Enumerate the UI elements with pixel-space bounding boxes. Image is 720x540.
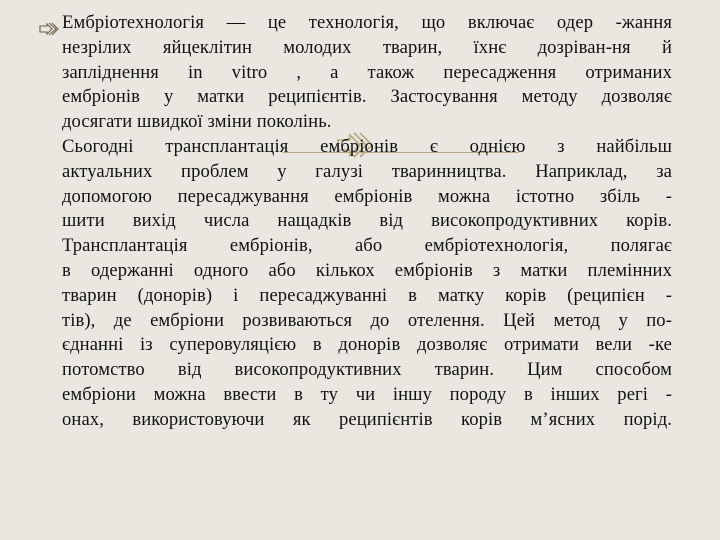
text-line: досягати швидкої зміни поколінь. [62,111,332,133]
body-text [62,11,672,433]
text-line: шити вихід числа нащадків від високопродуктивних корів. [62,210,672,232]
text-line: Ембріотехнологія — це технологія, що включає одер -жання [62,12,672,33]
text-line: онах, використовуючи як реципієнтів корів м’ясних порід. [62,408,672,430]
text-line: запліднення in vitro , а також пересадження отриманих [62,61,672,83]
text-line: Сьогодні трансплантація ембріонів є однією з найбільш [62,135,672,157]
text-line: єднанні із суперовуляцією в донорів дозволяє отримати вели -ке [62,334,672,356]
quote-bullet-icon [39,20,59,38]
text-line: незрілих яйцеклітин молодих тварин, їхнє дозріван-ня й [62,36,672,58]
text-line: потомство від високопродуктивних тварин. Цим способом [62,359,672,381]
text-line: допомогою пересаджування ембріонів можна істотно збіль - [62,185,672,207]
text-line: Трансплантація ембріонів, або ембріотехнологія, полягає [62,235,672,257]
text-line: актуальних проблем у галузі тваринництва. Наприклад, за [62,160,672,182]
text-line: тів), де ембріони розвиваються до отелення. Цей метод у по- [62,309,672,331]
text-line: в одержанні одного або кількох ембріонів з матки племінних [62,259,672,281]
text-line: ембріонів у матки реципієнтів. Застосування методу дозволяє [62,86,672,108]
text-line: тварин (донорів) і пересаджуванні в матку корів (реципієн - [62,284,672,306]
text-line: ембріони можна ввести в ту чи іншу породу в інших регі - [62,383,672,405]
